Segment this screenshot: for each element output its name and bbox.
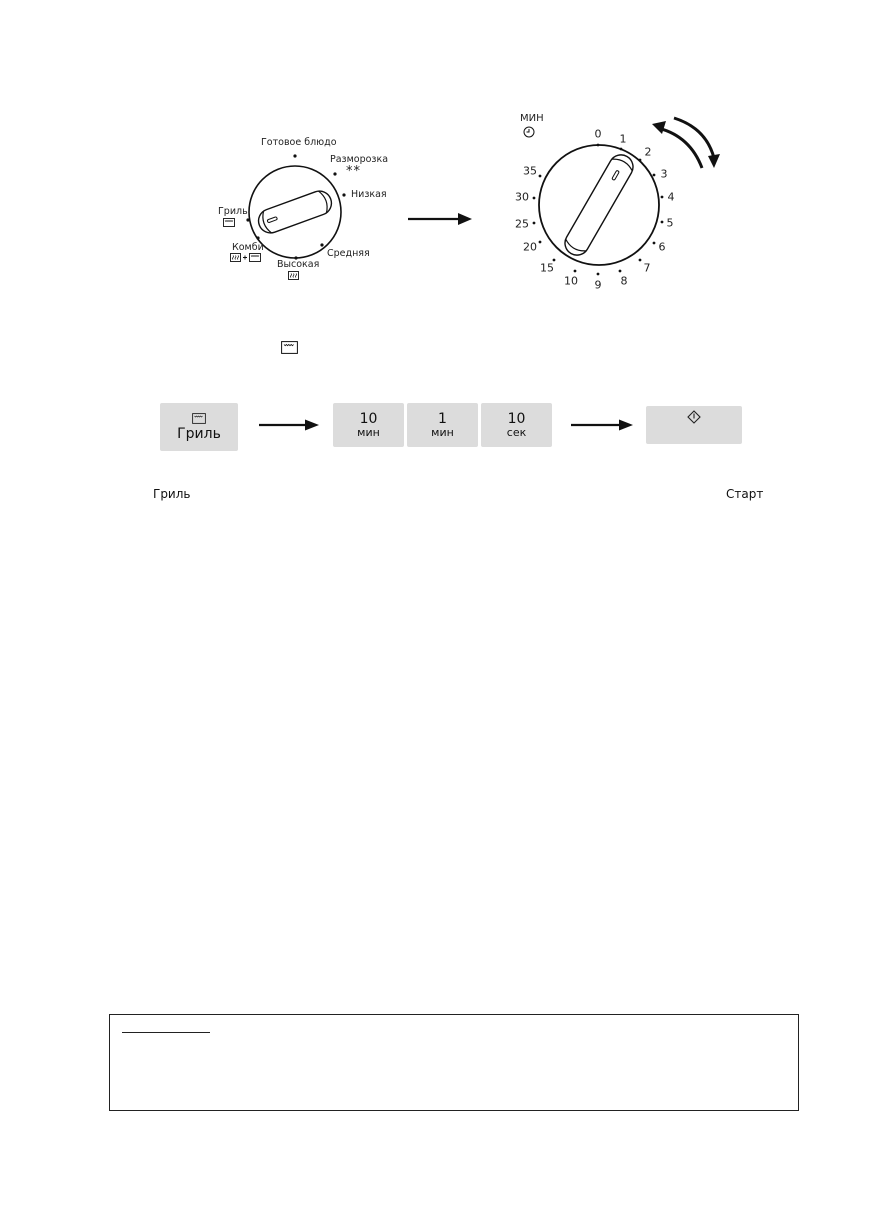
ten-min-value: 10 <box>359 410 378 427</box>
ten-sec-key[interactable] <box>481 403 552 447</box>
ten-sec-unit: сек <box>506 425 527 439</box>
mode-low-label: Низкая <box>351 189 387 200</box>
rotate-both-ways-icon <box>652 114 720 174</box>
grill-icon <box>223 218 235 227</box>
mode-defrost-label: Разморозка <box>330 154 389 165</box>
grill-caption: Гриль <box>153 487 191 501</box>
timer-tick-5: 5 <box>666 216 674 230</box>
note-box <box>109 1014 799 1111</box>
mode-ready-meal-label: Готовое блюдо <box>261 137 337 148</box>
timer-tick-dots <box>530 140 670 280</box>
timer-tick-35: 35 <box>523 164 537 178</box>
grill-key[interactable] <box>160 403 238 451</box>
start-caption: Старт <box>726 487 764 501</box>
mode-high-label: Высокая <box>277 259 320 270</box>
start-key[interactable] <box>646 406 742 444</box>
timer-tick-0: 0 <box>594 127 602 141</box>
ten-min-key[interactable] <box>333 403 404 447</box>
defrost-symbol: ** <box>346 164 361 179</box>
microwave-icon <box>288 271 299 280</box>
clock-icon <box>523 126 535 138</box>
arrow-icon-3 <box>571 419 633 431</box>
timer-tick-3: 3 <box>660 167 668 181</box>
timer-tick-25: 25 <box>515 217 529 231</box>
combi-icon <box>230 253 262 263</box>
timer-tick-2: 2 <box>644 145 652 159</box>
ten-min-unit: мин <box>357 425 380 439</box>
timer-tick-6: 6 <box>658 240 666 254</box>
one-min-value: 1 <box>438 410 447 427</box>
arrow-icon <box>408 212 472 226</box>
ten-sec-value: 10 <box>507 410 526 427</box>
mode-combi-label: Комби <box>232 242 264 253</box>
mode-grill-label: Гриль <box>218 206 248 217</box>
grill-inline-icon <box>281 341 298 354</box>
grill-key-label: Гриль <box>177 425 221 442</box>
timer-tick-8: 8 <box>620 274 628 288</box>
timer-tick-20: 20 <box>523 240 537 254</box>
timer-tick-10: 10 <box>564 274 578 288</box>
timer-tick-4: 4 <box>667 190 675 204</box>
timer-tick-9: 9 <box>594 278 602 292</box>
arrow-icon-2 <box>259 419 319 431</box>
timer-tick-1: 1 <box>619 132 627 146</box>
one-min-key[interactable] <box>407 403 478 447</box>
timer-tick-30: 30 <box>515 190 529 204</box>
timer-tick-15: 15 <box>540 261 554 275</box>
timer-tick-7: 7 <box>643 261 651 275</box>
timer-unit-label: МИН <box>520 113 544 124</box>
start-diamond-icon <box>687 410 701 424</box>
mode-medium-label: Средняя <box>327 248 370 259</box>
grill-key-icon <box>192 413 206 424</box>
one-min-unit: мин <box>431 425 454 439</box>
note-heading-underline <box>122 1032 210 1033</box>
